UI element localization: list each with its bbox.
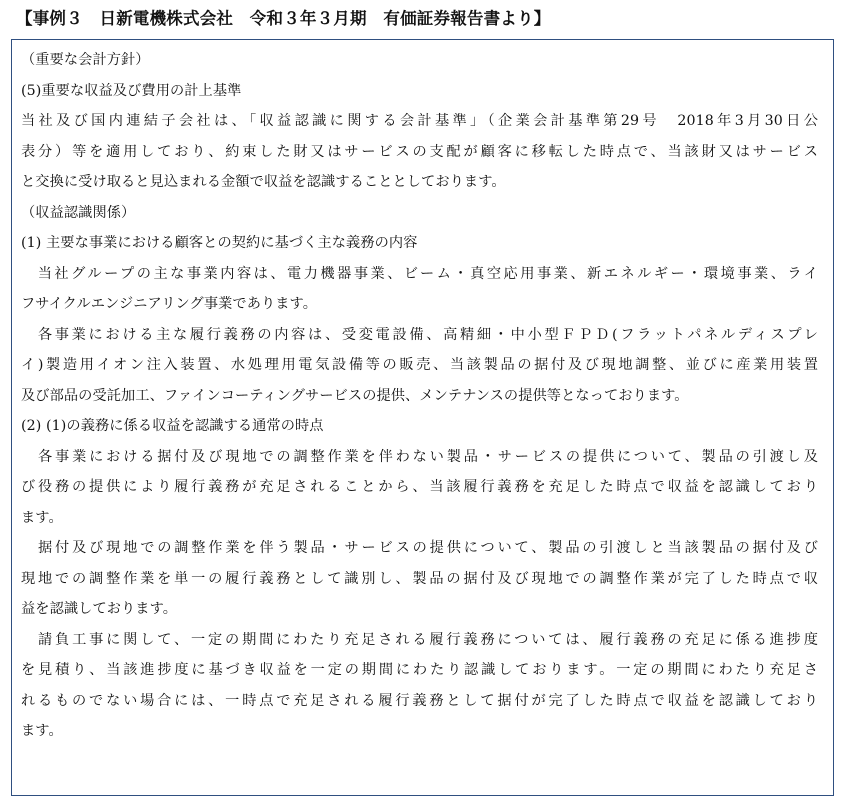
section-heading: （収益認識関係） xyxy=(21,204,136,221)
paragraph-line: フサイクルエンジニアリング事業であります。 xyxy=(21,296,317,312)
paragraph-line: 各事業における主な履行義務の内容は、受変電設備、高精細・中小型ＦＰＤ(フラットパネルディスプレ xyxy=(21,326,818,343)
paragraph-line: 表分）等を適用しており、約束した財又はサービスの支配が顧客に移転した時点で、当該財又はサービス xyxy=(21,143,818,160)
subsection-heading: (5)重要な収益及び費用の計上基準 xyxy=(21,82,242,99)
subsection-heading: (1) 主要な事業における顧客との契約に基づく主な義務の内容 xyxy=(21,235,418,251)
paragraph-line: 据付及び現地での調整作業を伴う製品・サービスの提供について、製品の引渡しと当該製品の据付及び xyxy=(21,540,818,556)
paragraph-line: ます。 xyxy=(21,723,63,739)
section-heading: （重要な会計方針） xyxy=(21,52,150,68)
paragraph-line: 益を認識しております。 xyxy=(21,601,178,617)
paragraph-line: 各事業における据付及び現地での調整作業を伴わない製品・サービスの提供について、製品の引渡し及 xyxy=(21,448,818,465)
paragraph-line: 当社及び国内連結子会社は、「収益認識に関する会計基準」（企業会計基準第29号 2018年3月30日公 xyxy=(21,113,818,129)
subsection-heading: (2) (1)の義務に係る収益を認識する通常の時点 xyxy=(21,418,324,434)
paragraph-line: を見積り、当該進捗度に基づき収益を一定の期間にわたり認識しております。一定の期間にわたり充足さ xyxy=(21,662,818,678)
paragraph-line: と交換に受け取ると見込まれる金額で収益を認識することとしております。 xyxy=(21,174,506,190)
paragraph-line: 現地での調整作業を単一の履行義務として識別し、製品の据付及び現地での調整作業が完了した時点で収 xyxy=(21,570,819,587)
paragraph-line: 請負工事に関して、一定の期間にわたり充足される履行義務については、履行義務の充足に係る進捗度 xyxy=(21,631,818,648)
paragraph-line: 及び部品の受託加工、ファインコーティングサービスの提供、メンテナンスの提供等となっております。 xyxy=(21,387,689,404)
case-title: 【事例３ 日新電機株式会社 令和３年３月期 有価証券報告書より】 xyxy=(16,9,551,28)
paragraph-line: 当社グループの主な事業内容は、電力機器事業、ビーム・真空応用事業、新エネルギー・環境事業、ライ xyxy=(21,265,818,282)
paragraph-line: ます。 xyxy=(21,509,63,526)
paragraph-line: イ)製造用イオン注入装置、水処理用電気設備等の販売、当該製品の据付及び現地調整、並びに産業用装置 xyxy=(21,357,818,373)
paragraph-line: び役務の提供により履行義務が充足されることから、当該履行義務を充足した時点で収益を認識しており xyxy=(21,479,818,495)
paragraph-line: れるものでない場合には、一時点で充足される履行義務として据付が完了した時点で収益を認識しており xyxy=(21,692,818,709)
document-body xyxy=(21,45,818,747)
